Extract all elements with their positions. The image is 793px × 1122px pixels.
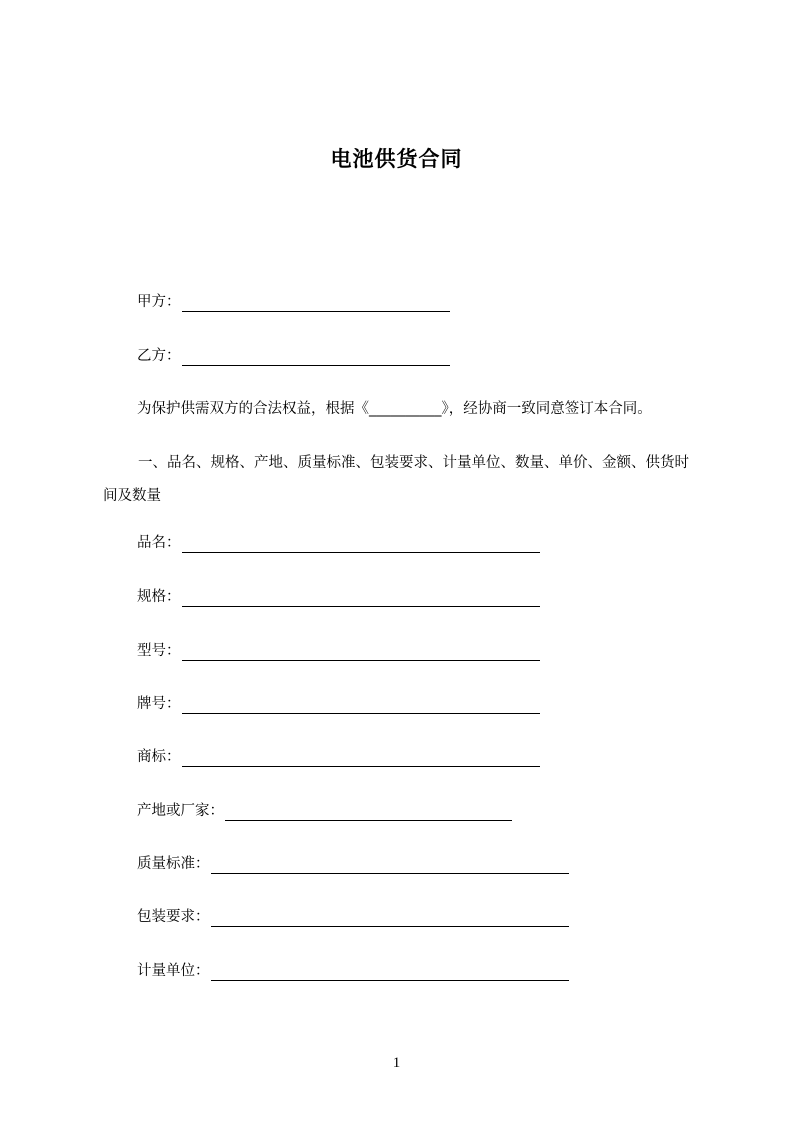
preamble-suffix: 》，经协商一致同意签订本合同。 (441, 401, 652, 417)
party-a-line (137, 292, 450, 312)
field-label: 质量标准： (137, 856, 210, 872)
field-blank (211, 858, 569, 874)
party-a-label: 甲方： (137, 294, 181, 310)
page-number: 1 (392, 1055, 401, 1071)
field-label: 规格： (137, 589, 181, 605)
field-blank (211, 965, 569, 981)
document-title: 电池供货合同 (330, 147, 463, 171)
field-label: 型号： (137, 643, 181, 659)
field-blank (182, 698, 540, 714)
field-label: 品名： (137, 535, 181, 551)
party-b-blank (182, 350, 450, 366)
field-blank (182, 537, 540, 553)
field-blank (225, 805, 512, 821)
field-blank (182, 645, 540, 661)
field-quality-standard (137, 854, 569, 874)
party-b-label: 乙方： (137, 348, 181, 364)
field-blank (182, 591, 540, 607)
field-label: 包装要求： (137, 909, 210, 925)
field-label: 产地或厂家： (137, 803, 224, 819)
section-1-heading: 一、品名、规格、产地、质量标准、包装要求、计量单位、数量、单价、金额、供货时间及数量 (103, 455, 689, 504)
preamble (137, 399, 652, 419)
preamble-prefix: 为保护供需双方的合法权益，根据《 (137, 401, 369, 417)
field-product-name (137, 533, 540, 553)
preamble-blank: __________ (369, 401, 442, 417)
party-a-blank (182, 296, 450, 312)
field-blank (182, 751, 540, 767)
field-model (137, 641, 540, 661)
field-trademark (137, 747, 540, 767)
field-packaging-requirements (137, 907, 569, 927)
field-specification (137, 587, 540, 607)
field-label: 牌号： (137, 696, 181, 712)
field-brand-number (137, 694, 540, 714)
field-blank (211, 911, 569, 927)
field-unit-of-measure (137, 961, 569, 981)
party-b-line (137, 346, 450, 366)
field-label: 计量单位： (137, 963, 210, 979)
field-label: 商标： (137, 749, 181, 765)
field-origin-or-manufacturer (137, 801, 512, 821)
